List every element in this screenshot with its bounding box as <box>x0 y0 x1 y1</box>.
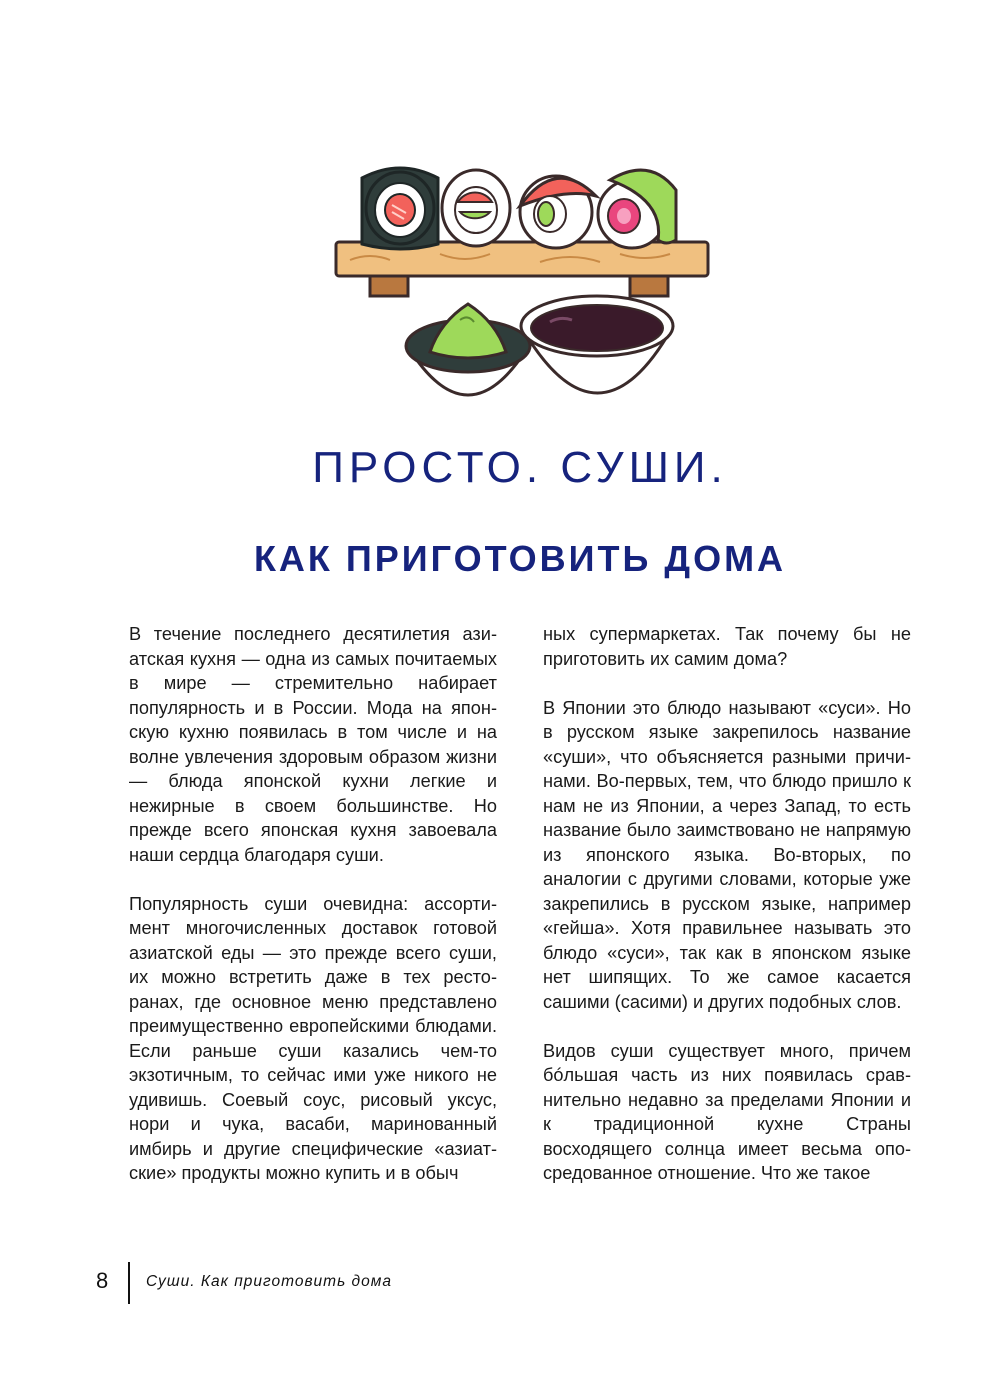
sushi-roll-salmon-icon <box>362 168 438 249</box>
footer-divider <box>128 1262 130 1304</box>
page-number: 8 <box>96 1268 109 1293</box>
sushi-roll-avocado-icon <box>598 170 676 248</box>
sushi-roll-topped-icon <box>520 176 596 248</box>
running-title: Суши. Как приготовить дома <box>146 1273 392 1290</box>
paragraph: В течение последнего десятилетия азиатская кухня — одна из самых почитаемых в мире — стремительно набирает популярность и в России. Мода на японскую кухню появилась в том числе и на волне увлечения здоровым образом жизни — блюда японской кухни легкие и нежирные в своем большинстве. Но прежде всего японская кухня завоевала наши сердца благодаря суши. <box>129 624 497 865</box>
soy-sauce-bowl-icon <box>521 296 673 393</box>
paragraph: Видов суши существует много, причем бóльшая часть из них появилась сравнительно недавно за пределами Японии и к традиционной кухне Страны восходящего солнца имеет весьма опосредованное отношение. Что же такое <box>543 1040 911 1183</box>
paragraph: ных супермаркетах. Так почему бы не приготовить их самим дома? <box>543 624 911 669</box>
paragraph: Популярность суши очевидна: ассортимент многочисленных доставок готовой азиатской еды — это прежде всего суши, их можно встретить даже в тех ресторанах, где основное меню представлено преимущественно европейскими блюдами. Если раньше суши казались чем-то экзотичным, то сейчас ими уже никого не удивишь. Соевый соус, рисовый уксус, нори и чука, васаби, маринованный имбирь и другие специфические «азиатские» продукты можно купить и в обыч <box>129 893 497 1183</box>
page-title: ПРОСТО. СУШИ. <box>312 443 728 492</box>
article-column-left <box>129 622 497 1210</box>
sushi-illustration <box>320 150 720 410</box>
article-column-right <box>543 622 911 1210</box>
page-subtitle: КАК ПРИГОТОВИТЬ ДОМА <box>253 538 787 579</box>
paragraph: В Японии это блюдо называют «суси». Но в русском языке закрепилось название «суши», что объясняется разными причинами. Во-первых, тем, что блюдо пришло к нам не из Японии, а через Запад, то есть название было заимствовано не напрямую из японского языка. Во-вторых, по аналогии с другими словами, которые уже закрепились в русском языке, например «гейша». Хотя правильнее называть это блюдо «суси», так как в японском языке нет шипящих. То же самое касается сашими (сасими) и других подобных слов. <box>543 697 911 1012</box>
sushi-roll-rice-icon <box>442 170 510 246</box>
wasabi-bowl-icon <box>406 304 530 395</box>
